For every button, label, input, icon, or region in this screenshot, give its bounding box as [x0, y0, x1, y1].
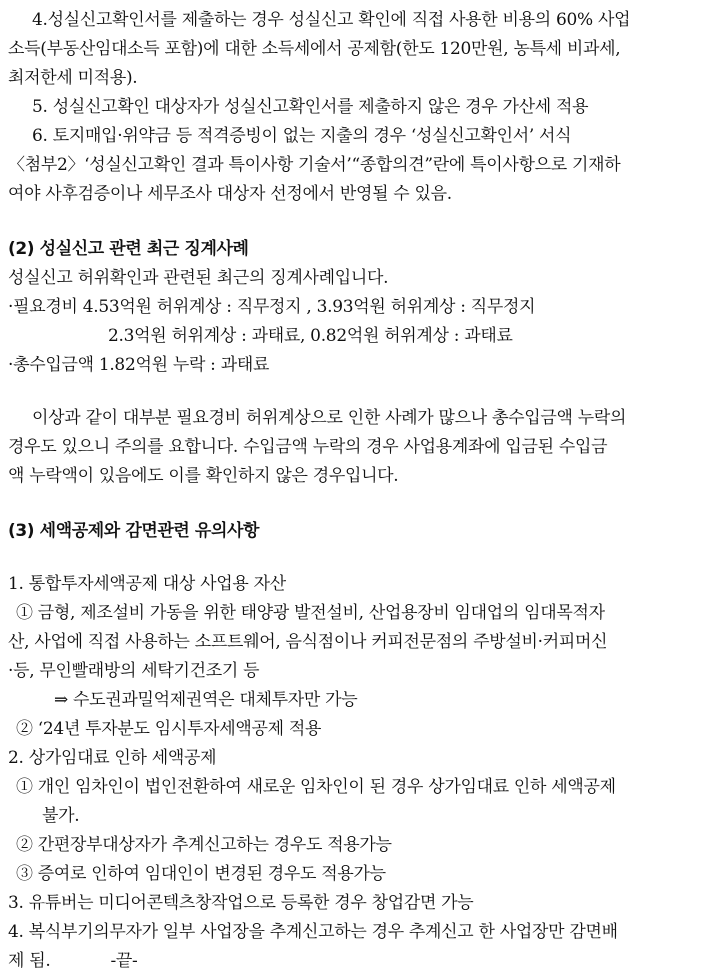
section3-item-1-sub-1-line1: ① 금형, 제조설비 가동을 위한 태양광 발전설비, 산업용장비 임대업의 임대목적자 — [16, 603, 605, 623]
section3-item-1-title: 1. 통합투자세액공제 대상 사업용 자산 — [8, 574, 286, 594]
discipline-case-2: 2.3억원 허위계상 : 과태료, 0.82억원 허위계상 : 과태료 — [108, 326, 513, 346]
note-item-6-line3: 여야 사후검증이나 세무조사 대상자 선정에서 반영될 수 있음. — [8, 184, 452, 204]
spacer — [8, 546, 716, 570]
note-item-4-line1: 4.성실신고확인서를 제출하는 경우 성실신고 확인에 직접 사용한 비용의 60% 사업 — [32, 10, 631, 30]
section2-paragraph-line2: 경우도 있으니 주의를 요합니다. 수입금액 누락의 경우 사업용계좌에 입금된 수입금 — [8, 437, 608, 457]
section3-item-2-sub-1-line2: 불가. — [42, 806, 80, 826]
discipline-case-3: ·총수입금액 1.82억원 누락 : 과태료 — [8, 355, 270, 375]
section3-item-1-sub-1-line3: ·등, 무인빨래방의 세탁기건조기 등 — [8, 661, 260, 681]
section3-item-4-line1: 4. 복식부기의무자가 일부 사업장을 추계신고하는 경우 추계신고 한 사업장만 감면배 — [8, 922, 618, 942]
section3-heading: (3) 세액공제와 감면관련 유의사항 — [8, 521, 260, 541]
document-body — [8, 6, 716, 976]
note-item-6-line1: 6. 토지매입·위약금 등 적격증빙이 없는 지출의 경우 ‘성실신고확인서’ 서식 — [32, 126, 572, 146]
section3-item-2-sub-1-line1: ① 개인 임차인이 법인전환하여 새로운 임차인이 된 경우 상가임대료 인하 세액공제 — [16, 777, 616, 797]
spacer — [8, 209, 716, 235]
section3-item-2-title: 2. 상가임대료 인하 세액공제 — [8, 748, 217, 768]
note-item-5: 5. 성실신고확인 대상자가 성실신고확인서를 제출하지 않은 경우 가산세 적용 — [32, 97, 589, 117]
section3-item-2-sub-3: ③ 증여로 인하여 임대인이 변경된 경우도 적용가능 — [16, 864, 386, 884]
end-mark: -끝- — [110, 951, 138, 971]
section3-item-1-arrow-note: ⇒ 수도권과밀억제권역은 대체투자만 가능 — [54, 690, 358, 710]
section3-item-4-line2-text: 제 됨. — [8, 951, 51, 971]
spacer — [8, 491, 716, 517]
discipline-case-1: ·필요경비 4.53억원 허위계상 : 직무정지 , 3.93억원 허위계상 : 직무정지 — [8, 297, 536, 317]
section3-item-4-line2 — [8, 947, 716, 976]
section2-paragraph-line1: 이상과 같이 대부분 필요경비 허위계상으로 인한 사례가 많으나 총수입금액 누락의 — [32, 408, 627, 428]
section3-item-2-sub-2: ② 간편장부대상자가 추계신고하는 경우도 적용가능 — [16, 835, 392, 855]
section3-item-3: 3. 유튜버는 미디어콘텍츠창작업으로 등록한 경우 창업감면 가능 — [8, 893, 474, 913]
spacer — [8, 380, 716, 404]
section2-intro: 성실신고 허위확인과 관련된 최근의 징계사례입니다. — [8, 268, 389, 288]
note-item-4-line3: 최저한세 미적용). — [8, 68, 138, 88]
section2-heading: (2) 성실신고 관련 최근 징계사례 — [8, 239, 249, 259]
section3-item-1-sub-1-line2: 산, 사업에 직접 사용하는 소프트웨어, 음식점이나 커피전문점의 주방설비·커피머신 — [8, 632, 608, 652]
note-item-6-line2: 〈첨부2〉‘성실신고확인 결과 특이사항 기술서’“종합의견”란에 특이사항으로 기재하 — [8, 155, 621, 175]
section2-paragraph-line3: 액 누락액이 있음에도 이를 확인하지 않은 경우입니다. — [8, 466, 399, 486]
section3-item-1-sub-2: ② ‘24년 투자분도 임시투자세액공제 적용 — [16, 719, 322, 739]
note-item-4-line2: 소득(부동산임대소득 포함)에 대한 소득세에서 공제함(한도 120만원, 농특세 비과세, — [8, 39, 621, 59]
